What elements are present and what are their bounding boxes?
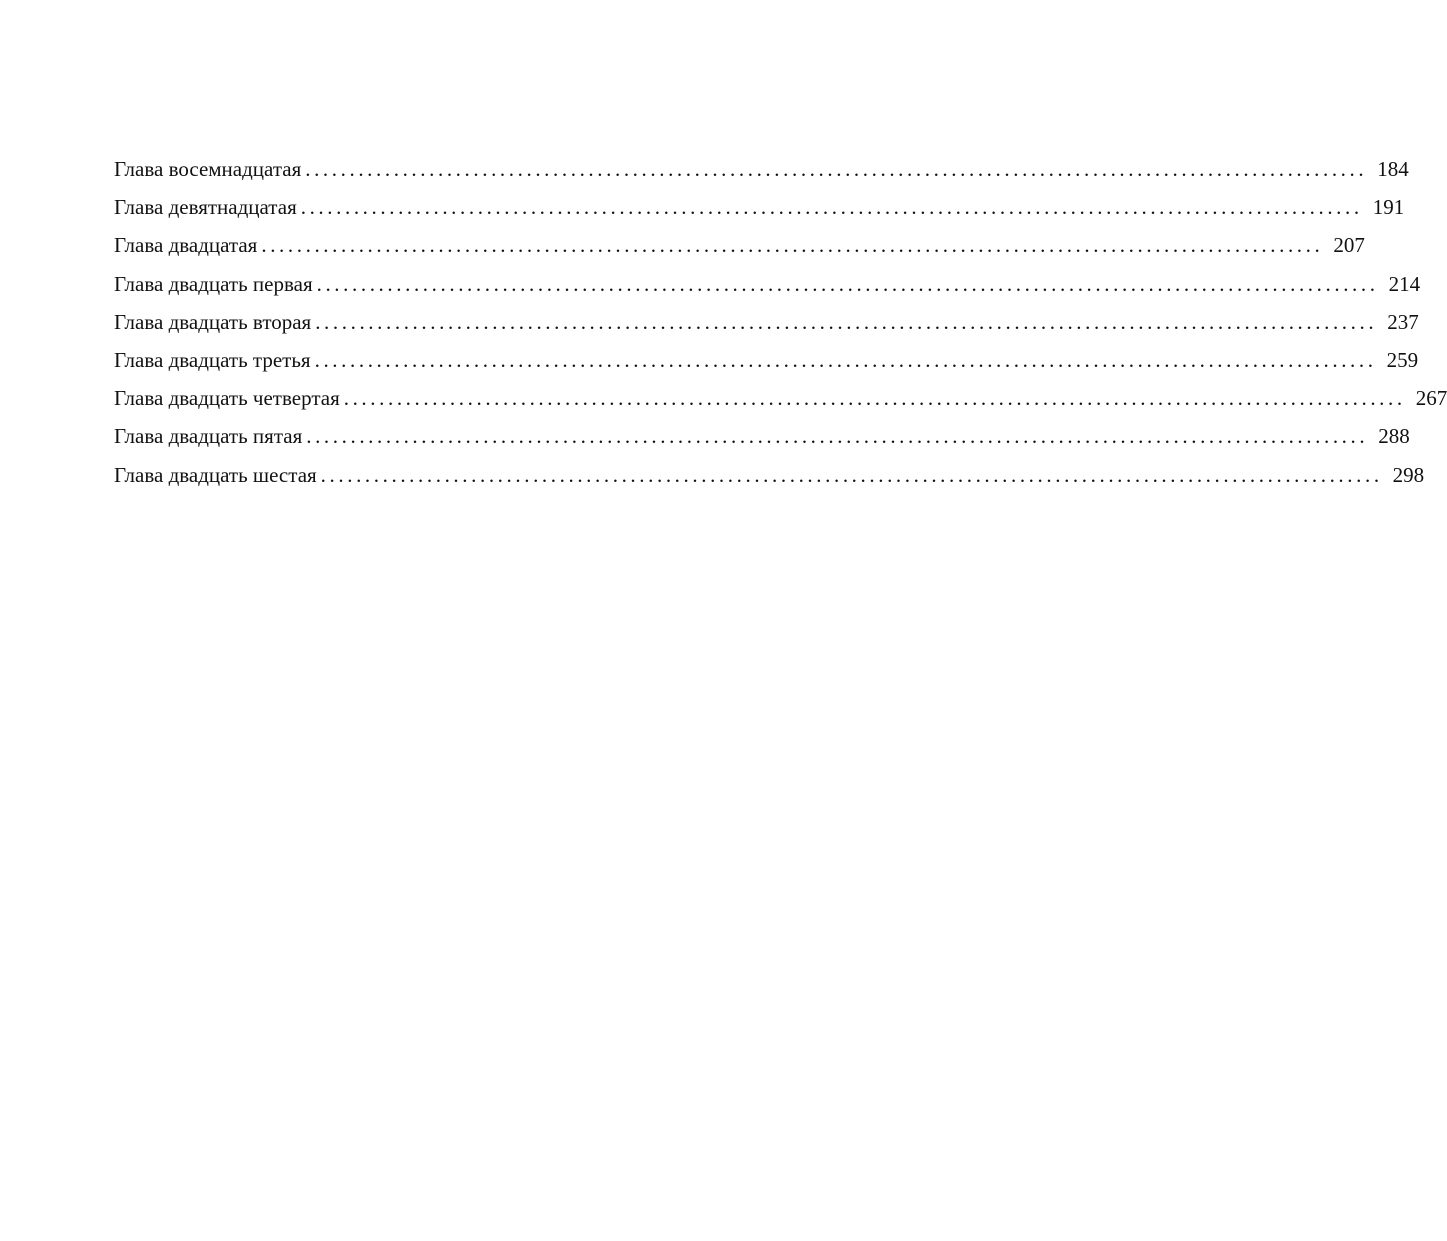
toc-entry [114,341,1419,379]
toc-entry-page: 267 [1415,386,1447,411]
toc-entry-page: 191 [1372,195,1405,220]
toc-dot-leader: ........................................................................................................................ [261,233,1324,258]
toc-entry-page: 288 [1378,424,1410,449]
toc-dot-leader: ........................................................................................................................ [320,462,1383,487]
toc-entry-title: Глава двадцатая [114,233,258,258]
table-of-contents [114,150,1447,494]
toc-entry [114,188,1405,226]
toc-dot-leader: ........................................................................................................................ [306,424,1369,449]
toc-dot-leader: ........................................................................................................................ [300,195,1363,220]
toc-entry-title: Глава восемнадцатая [114,157,302,181]
toc-entry-page: 259 [1386,347,1419,372]
toc-entry-title: Глава двадцать шестая [114,462,317,487]
toc-dot-leader: ........................................................................................................................ [305,157,1368,181]
toc-dot-leader: ........................................................................................................................ [316,271,1379,296]
toc-entry [114,456,1425,494]
toc-entry-title: Глава двадцать вторая [114,309,312,334]
toc-entry-title: Глава двадцать третья [114,347,311,372]
toc-entry-page: 237 [1387,309,1419,334]
toc-entry [114,379,1447,417]
toc-entry [114,417,1410,455]
toc-dot-leader: ........................................................................................................................ [343,386,1406,411]
toc-entry-title: Глава двадцать пятая [114,424,303,449]
toc-entry-title: Глава двадцать четвертая [114,386,340,411]
toc-entry-page: 207 [1333,233,1365,258]
toc-entry-page: 214 [1388,271,1421,296]
toc-entry-title: Глава двадцать первая [114,271,313,296]
toc-entry-page: 184 [1377,157,1409,181]
toc-entry-title: Глава девятнадцатая [114,195,297,220]
toc-entry [114,150,1409,188]
toc-entry [114,265,1421,303]
toc-entry-page: 298 [1392,462,1425,487]
toc-dot-leader: ........................................................................................................................ [315,309,1378,334]
toc-entry [114,226,1365,264]
toc-dot-leader: ........................................................................................................................ [314,347,1377,372]
toc-entry [114,303,1419,341]
